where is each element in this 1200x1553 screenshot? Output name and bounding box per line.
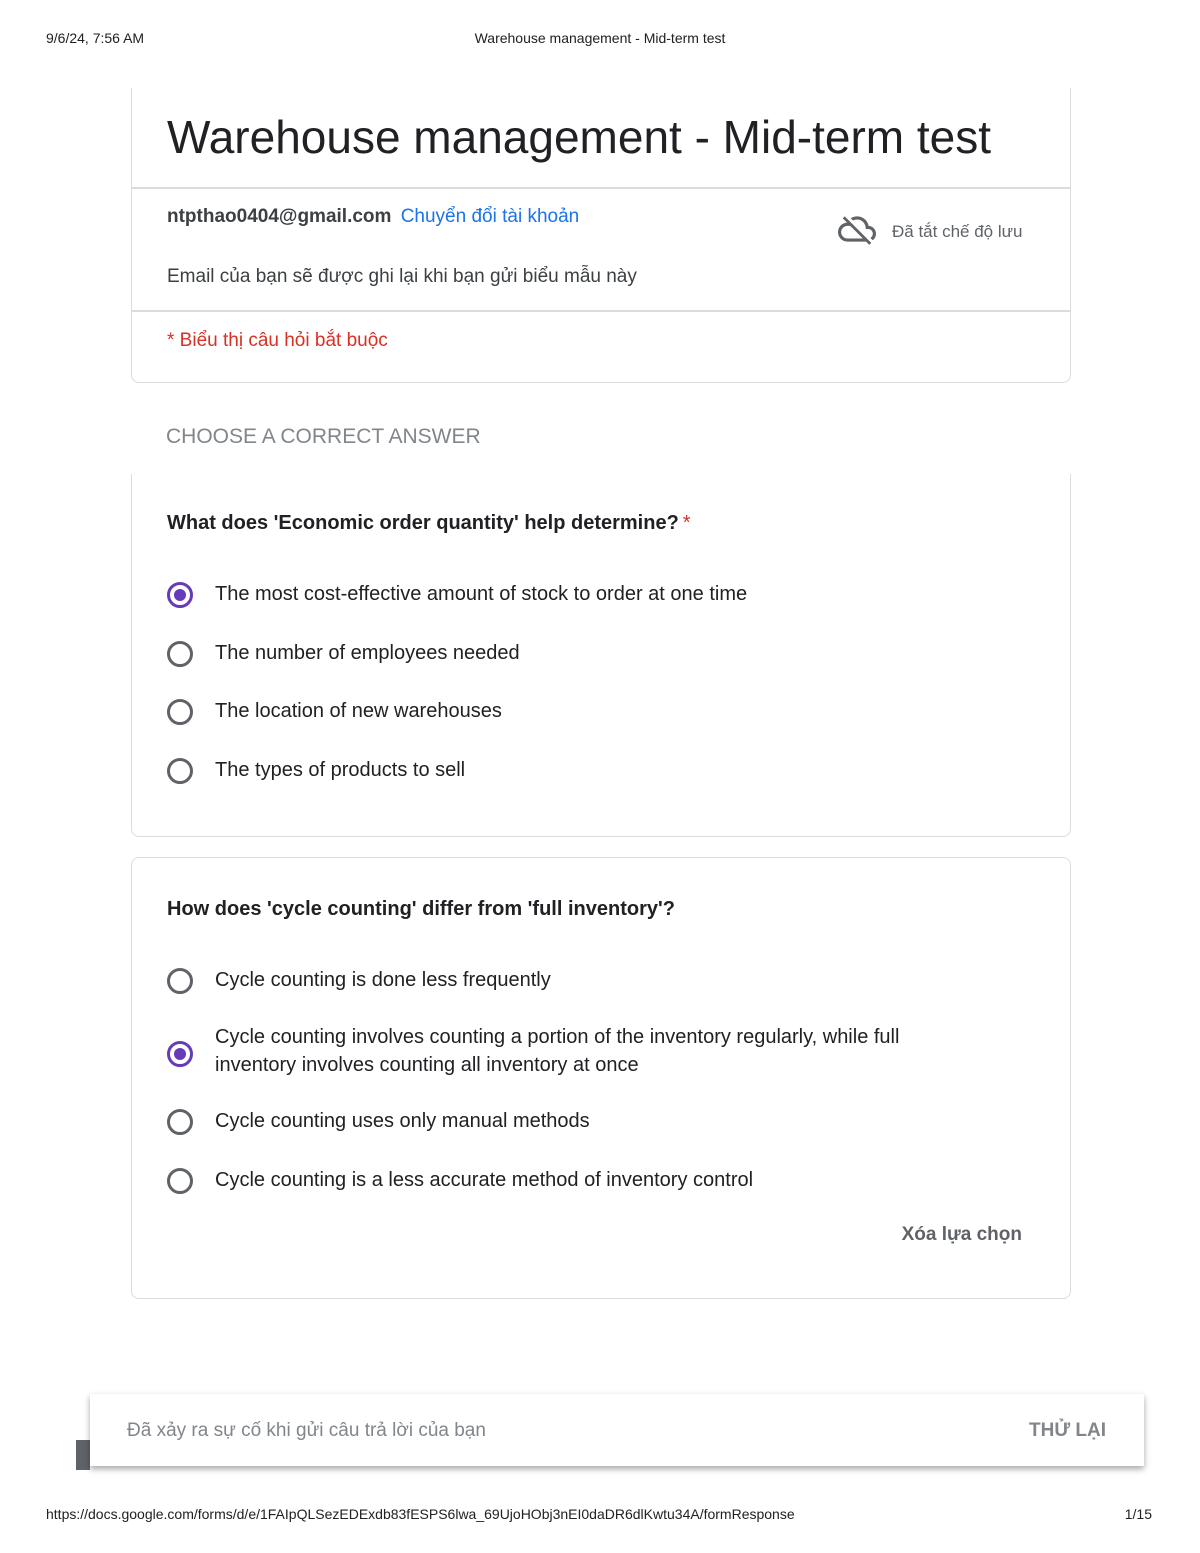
radio-button[interactable] xyxy=(167,641,193,667)
option-label: Cycle counting is done less frequently xyxy=(215,969,551,991)
divider xyxy=(132,310,1070,312)
form-title: Warehouse management - Mid-term test xyxy=(167,111,992,163)
snackbar-message: Đã xảy ra sự cố khi gửi câu trả lời của bạn xyxy=(127,1420,486,1441)
radio-button[interactable] xyxy=(167,968,193,994)
email-note: Email của bạn sẽ được ghi lại khi bạn gửi biểu mẫu này xyxy=(167,266,637,287)
radio-option[interactable] xyxy=(167,1027,975,1079)
snackbar-tab xyxy=(76,1440,90,1470)
radio-option[interactable] xyxy=(167,1111,975,1135)
radio-option[interactable] xyxy=(167,584,975,608)
account-email: ntpthao0404@gmail.com xyxy=(167,206,392,227)
question-label: What does 'Economic order quantity' help determine? xyxy=(167,512,679,534)
radio-option[interactable] xyxy=(167,970,975,994)
option-label: The location of new warehouses xyxy=(215,700,502,722)
required-asterisk: * xyxy=(682,512,691,534)
option-label: The types of products to sell xyxy=(215,759,466,781)
question-text: How does 'cycle counting' differ from 'full inventory'? xyxy=(167,898,675,920)
radio-option[interactable] xyxy=(167,643,975,667)
option-label: Cycle counting is a less accurate method of inventory control xyxy=(215,1169,754,1191)
switch-account-link[interactable]: Chuyển đổi tài khoản xyxy=(400,206,580,227)
print-url: https://docs.google.com/forms/d/e/1FAIpQLSezEDExdb83fESPS6lwa_69UjoHObj3nEI0daDR6dlKwtu34A/formResponse xyxy=(46,1506,795,1522)
print-datetime: 9/6/24, 7:56 AM xyxy=(46,30,145,46)
question-card xyxy=(131,474,1071,837)
question-card xyxy=(131,857,1071,1299)
divider xyxy=(132,187,1070,189)
radio-button[interactable] xyxy=(167,1109,193,1135)
save-status-text: Đã tắt chế độ lưu xyxy=(892,221,1023,241)
save-status xyxy=(838,210,1022,253)
account-row xyxy=(167,206,579,228)
clear-selection-button[interactable]: Xóa lựa chọn xyxy=(901,1224,1022,1245)
option-label: Cycle counting uses only manual methods xyxy=(215,1110,590,1132)
required-note: * Biểu thị câu hỏi bắt buộc xyxy=(167,330,388,351)
print-footer xyxy=(0,1506,1200,1526)
section-title: CHOOSE A CORRECT ANSWER xyxy=(166,425,481,448)
form-header-card xyxy=(131,88,1071,383)
error-snackbar xyxy=(90,1394,1144,1466)
radio-option[interactable] xyxy=(167,1170,975,1194)
page-number: 1/15 xyxy=(1124,1506,1152,1522)
option-label: The most cost-effective amount of stock to order at one time xyxy=(215,583,748,605)
radio-button[interactable] xyxy=(167,758,193,784)
radio-option[interactable] xyxy=(167,701,975,725)
option-label: Cycle counting involves counting a portion of the inventory regularly, while full inventory involves counting all inventory at once xyxy=(215,1026,900,1076)
print-doc-title: Warehouse management - Mid-term test xyxy=(474,30,726,46)
radio-button[interactable] xyxy=(167,1168,193,1194)
option-label: The number of employees needed xyxy=(215,642,520,664)
cloud-off-icon xyxy=(838,210,876,253)
print-header xyxy=(0,30,1200,50)
radio-button-checked[interactable] xyxy=(167,1041,193,1067)
radio-button[interactable] xyxy=(167,699,193,725)
retry-button[interactable]: THỬ LẠI xyxy=(1029,1420,1106,1441)
question-text xyxy=(167,512,691,535)
radio-option[interactable] xyxy=(167,760,975,784)
radio-button-checked[interactable] xyxy=(167,582,193,608)
